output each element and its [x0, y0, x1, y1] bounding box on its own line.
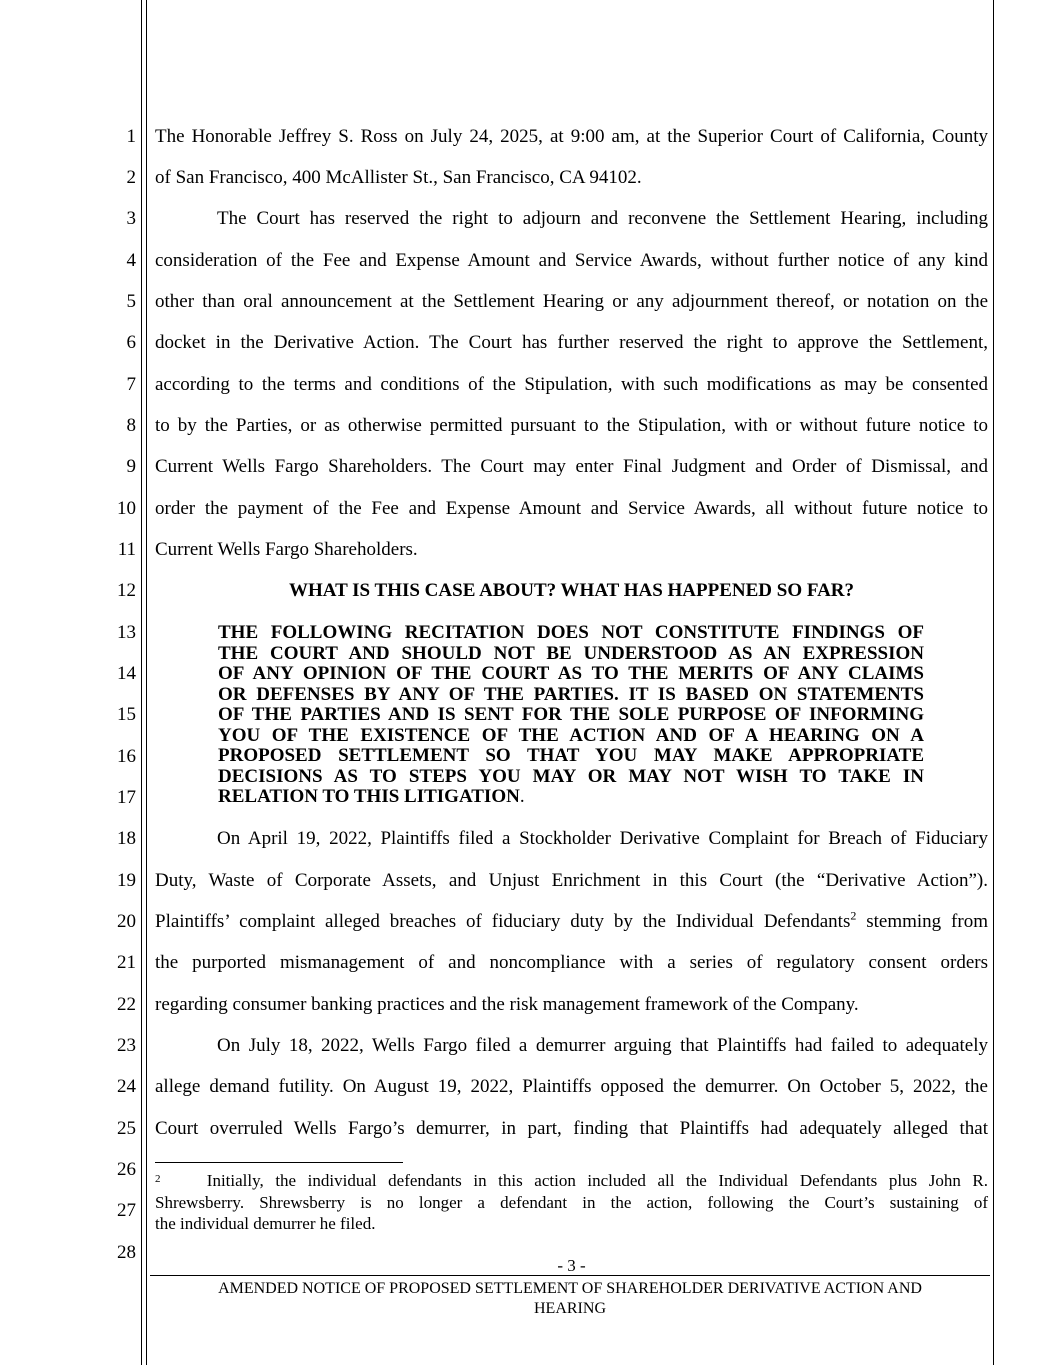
line-number: 6 — [126, 332, 136, 353]
disclaimer-line: DECISIONS AS TO STEPS YOU MAY OR MAY NOT WISH TO TAKE IN — [218, 765, 924, 787]
footer-separator — [150, 1275, 990, 1276]
line-number: 12 — [117, 580, 136, 601]
body-text-segment: stemming from — [856, 911, 988, 932]
line-numbers — [100, 0, 136, 1365]
line-number: 24 — [117, 1076, 136, 1097]
body-line: On July 18, 2022, Wells Fargo filed a demurrer arguing that Plaintiffs had failed to adequately — [217, 1035, 988, 1056]
body-line: other than oral announcement at the Settlement Hearing or any adjournment thereof, or notation on the — [155, 291, 988, 312]
body-line-with-footnote-ref — [155, 908, 988, 932]
body-line: consideration of the Fee and Expense Amount and Service Awards, without further notice of any kind — [155, 250, 988, 271]
disclaimer-line: OF ANY OPINION OF THE COURT AS TO THE MERITS OF ANY CLAIMS — [218, 663, 924, 684]
line-number: 26 — [117, 1159, 136, 1180]
line-number: 18 — [117, 828, 136, 849]
disclaimer-line: OF THE PARTIES AND IS SENT FOR THE SOLE PURPOSE OF INFORMING — [218, 704, 924, 725]
document-footer — [150, 1279, 990, 1319]
body-line: On April 19, 2022, Plaintiffs filed a Stockholder Derivative Complaint for Breach of Fiduciary — [217, 828, 988, 849]
line-number: 16 — [117, 746, 136, 767]
line-number: 27 — [117, 1200, 136, 1221]
line-number: 5 — [126, 291, 136, 312]
line-number: 23 — [117, 1035, 136, 1056]
body-line: Duty, Waste of Corporate Assets, and Unjust Enrichment in this Court (the “Derivative Action”). — [155, 870, 988, 891]
body-line: The Honorable Jeffrey S. Ross on July 24, 2025, at 9:00 am, at the Superior Court of California, County — [155, 126, 988, 147]
body-line: Current Wells Fargo Shareholders. The Court may enter Final Judgment and Order of Dismissal, and — [155, 456, 988, 477]
body-line: to by the Parties, or as otherwise permitted pursuant to the Stipulation, with or without future notice to — [155, 415, 988, 436]
body-line: order the payment of the Fee and Expense Amount and Service Awards, all without future notice to — [155, 498, 988, 519]
disclaimer-line: OR DEFENSES BY ANY OF THE PARTIES. IT IS BASED ON STATEMENTS — [218, 683, 924, 705]
line-number: 9 — [126, 456, 136, 477]
left-margin-rule-outer — [141, 0, 142, 1365]
body-line: according to the terms and conditions of the Stipulation, with such modifications as may be consented — [155, 374, 988, 395]
line-number: 15 — [117, 704, 136, 725]
disclaimer-last-text: RELATION TO THIS LITIGATION — [218, 786, 520, 807]
disclaimer-line: YOU OF THE EXISTENCE OF THE ACTION AND OF A HEARING ON A — [218, 724, 924, 746]
body-line: Current Wells Fargo Shareholders. — [155, 539, 418, 560]
body-line: of San Francisco, 400 McAllister St., San Francisco, CA 94102. — [155, 167, 642, 188]
body-line: The Court has reserved the right to adjourn and reconvene the Settlement Hearing, including — [217, 208, 988, 229]
right-margin-rule — [993, 0, 994, 1365]
body-text-segment: Plaintiffs’ complaint alleged breaches of fiduciary duty by the Individual Defendants — [155, 911, 851, 932]
line-number: 20 — [117, 911, 136, 932]
body-line: Court overruled Wells Fargo’s demurrer, in part, finding that Plaintiffs had adequately alleged that — [155, 1118, 988, 1139]
line-number: 2 — [126, 167, 136, 188]
line-number: 22 — [117, 994, 136, 1015]
footnote-number: 2 — [155, 1173, 161, 1185]
line-number: 3 — [126, 208, 136, 229]
body-line: the purported mismanagement of and noncompliance with a series of regulatory consent orders — [155, 952, 988, 973]
footnote-text: Initially, the individual defendants in this action included all the Individual Defendants plus John R. — [206, 1171, 989, 1190]
disclaimer-block — [218, 623, 924, 808]
line-number: 25 — [117, 1118, 136, 1139]
disclaimer-period: . — [519, 786, 525, 807]
disclaimer-line: PROPOSED SETTLEMENT SO THAT YOU MAY MAKE APPROPRIATE — [218, 745, 924, 766]
disclaimer-line-last — [218, 787, 924, 808]
line-number: 10 — [117, 498, 136, 519]
body-line: docket in the Derivative Action. The Court has further reserved the right to approve the Settlement, — [155, 332, 988, 353]
section-heading: WHAT IS THIS CASE ABOUT? WHAT HAS HAPPENED SO FAR? — [288, 580, 855, 601]
line-number: 19 — [117, 870, 136, 891]
footer-title-line: HEARING — [534, 1300, 606, 1317]
footer-title-line: AMENDED NOTICE OF PROPOSED SETTLEMENT OF SHAREHOLDER DERIVATIVE ACTION AND — [218, 1280, 922, 1297]
line-number: 4 — [126, 250, 136, 271]
page-number: - 3 - — [557, 1256, 586, 1275]
line-number: 1 — [126, 126, 136, 147]
line-number: 17 — [117, 787, 136, 808]
line-number: 11 — [117, 539, 136, 560]
disclaimer-line: THE FOLLOWING RECITATION DOES NOT CONSTITUTE FINDINGS OF — [218, 622, 924, 643]
line-number: 8 — [126, 415, 136, 436]
line-number: 13 — [117, 622, 136, 643]
body-line: regarding consumer banking practices and the risk management framework of the Company. — [155, 994, 859, 1015]
footnote-line — [155, 1172, 988, 1190]
footnote-reference: 2 — [850, 908, 857, 923]
disclaimer-line: THE COURT AND SHOULD NOT BE UNDERSTOOD AS AN EXPRESSION — [218, 642, 924, 664]
line-number: 7 — [126, 374, 136, 395]
line-number: 14 — [117, 663, 136, 684]
footnote-line: Shrewsberry. Shrewsberry is no longer a defendant in the action, following the Court’s sustaining of — [155, 1193, 988, 1212]
line-number: 21 — [117, 952, 136, 973]
body-line: allege demand futility. On August 19, 2022, Plaintiffs opposed the demurrer. On October 5, 2022, the — [155, 1076, 988, 1097]
footnote-line: the individual demurrer he filed. — [155, 1214, 376, 1233]
line-number: 28 — [117, 1242, 136, 1263]
footnote-separator — [155, 1162, 403, 1163]
left-margin-rule-inner — [146, 0, 147, 1365]
